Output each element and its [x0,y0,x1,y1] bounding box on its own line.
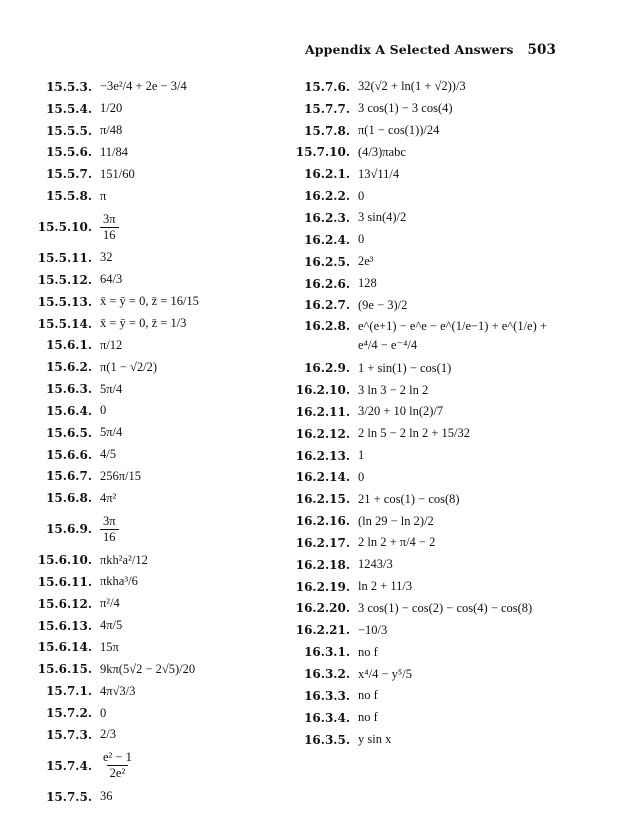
answer-row [28,120,283,142]
problem-number: 16.2.6. [304,276,350,291]
answer-text: −10/3 [358,622,388,637]
answer-text: 256π/15 [100,468,142,483]
problem-number: 16.2.19. [295,579,350,594]
answer-text: no f [358,644,378,659]
answer-row [288,576,588,598]
answer-row [288,185,588,207]
answer-row [288,729,588,751]
answer-text: e^(e+1) − e^e − e^(1/e−1) + e^(1/e) + e⁴/4 − e⁻⁴/4 [358,319,547,353]
problem-number: 15.6.6. [46,447,92,462]
answer-text: 1 [358,448,365,463]
answer-row [28,466,283,488]
answer-row [288,142,588,164]
answer-row [28,615,283,637]
answer-row [28,185,283,207]
answer-text: (4/3)πabc [358,144,406,159]
answer-row [288,423,588,445]
answer-text: 3 cos(1) − cos(2) − cos(4) − cos(8) [358,600,533,615]
answer-text: x̄ = ȳ = 0, z̄ = 1/3 [100,316,187,331]
answers-column-left [28,76,283,808]
problem-number: 15.5.4. [46,101,92,116]
answer-row [288,357,588,379]
header-title: Appendix A Selected Answers [304,42,514,57]
answer-row [288,98,588,120]
fraction-denominator: 16 [100,227,119,242]
answer-row [28,746,283,786]
answer-fraction [100,213,119,242]
problem-number: 15.7.4. [46,758,92,773]
answer-row [28,98,283,120]
answer-text: 2e³ [358,254,374,269]
answer-row [28,593,283,615]
problem-number: 16.2.17. [295,535,350,550]
answer-text: (9e − 3)/2 [358,297,408,312]
problem-number: 15.7.1. [46,684,92,699]
answer-text: π(1 − cos(1))/24 [358,123,440,138]
answer-row [288,379,588,401]
answer-text: 1243/3 [358,557,393,572]
answer-text: π/48 [100,123,123,138]
problem-number: 16.2.13. [295,448,350,463]
problem-number: 16.2.2. [304,189,350,204]
answer-text: 13√11/4 [358,166,400,181]
problem-number: 16.3.1. [304,645,350,660]
problem-number: 15.7.2. [46,706,92,721]
answer-row [28,142,283,164]
answer-row [28,207,283,247]
answer-row [28,400,283,422]
problem-number: 15.5.7. [46,167,92,182]
problem-number: 15.6.8. [46,491,92,506]
answer-row [288,207,588,229]
problem-number: 16.2.18. [295,557,350,572]
problem-number: 15.7.5. [46,789,92,804]
answer-text: 1 + sin(1) − cos(1) [358,360,452,375]
answer-row [288,294,588,316]
problem-number: 15.5.6. [46,145,92,160]
answer-text: ln 2 + 11/3 [358,579,413,594]
answer-text: 1/20 [100,101,123,116]
answer-text: 64/3 [100,272,123,287]
problem-number: 15.5.14. [37,316,92,331]
problem-number: 16.2.10. [295,383,350,398]
answer-text: 0 [358,188,365,203]
answer-fraction [100,515,119,544]
problem-number: 15.5.12. [37,272,92,287]
answer-row [28,313,283,335]
answer-row [28,356,283,378]
answer-text: 0 [100,705,107,720]
problem-number: 15.6.12. [37,596,92,611]
answer-text: π(1 − √2/2) [100,359,158,374]
answer-text: πkha³/6 [100,574,138,589]
answer-text: 32 [100,250,113,265]
answer-text: 11/84 [100,144,129,159]
answer-row [28,702,283,724]
answer-row [28,163,283,185]
answer-row [288,641,588,663]
answer-row [288,663,588,685]
answer-row [28,724,283,746]
answer-row [288,598,588,620]
answer-text: 32(√2 + ln(1 + √2))/3 [358,79,466,94]
answer-row [28,509,283,549]
answer-row [288,467,588,489]
answer-row [28,334,283,356]
answer-row [288,76,588,98]
answer-row [28,247,283,269]
problem-number: 15.5.8. [46,189,92,204]
problem-number: 16.2.8. [304,319,350,334]
problem-number: 15.6.5. [46,425,92,440]
answer-text: 128 [358,276,377,291]
problem-number: 15.6.2. [46,360,92,375]
answer-text: 3/20 + 10 ln(2)/7 [358,404,444,419]
problem-number: 15.6.10. [37,553,92,568]
problem-number: 16.3.5. [304,732,350,747]
answer-text: 36 [100,789,113,804]
answer-text: (ln 29 − ln 2)/2 [358,513,434,528]
problem-number: 16.3.4. [304,710,350,725]
fraction-numerator: 3π [103,211,116,226]
problem-number: 15.7.7. [304,101,350,116]
problem-number: 16.2.12. [295,426,350,441]
answer-row [28,422,283,444]
problem-number: 15.5.10. [37,220,92,235]
answer-text: no f [358,688,378,703]
answer-row [288,532,588,554]
answer-text: π/12 [100,337,123,352]
problem-number: 16.2.16. [295,514,350,529]
answer-row [288,120,588,142]
problem-number: 16.2.4. [304,232,350,247]
problem-number: 16.2.14. [295,470,350,485]
answer-text: π [100,188,107,203]
problem-number: 16.2.11. [295,404,350,419]
answer-row [288,316,588,357]
answer-row [288,163,588,185]
answer-row [288,251,588,273]
answer-row [28,549,283,571]
answer-row [28,571,283,593]
problem-number: 15.6.13. [37,618,92,633]
problem-number: 15.6.1. [46,338,92,353]
fraction-denominator: 16 [100,529,119,544]
answer-text: 4π² [100,490,117,505]
answer-row [288,401,588,423]
answer-text: 3 sin(4)/2 [358,210,407,225]
problem-number: 15.7.8. [304,123,350,138]
problem-number: 15.6.3. [46,382,92,397]
answer-text: 4π/5 [100,618,123,633]
fraction-numerator: 3π [103,513,116,528]
answer-row [288,510,588,532]
answer-fraction [100,751,135,780]
answer-row [28,291,283,313]
answer-text: 9kπ(5√2 − 2√5)/20 [100,661,196,676]
fraction-denominator: 2e² [107,765,129,780]
answer-text: −3e²/4 + 2e − 3/4 [100,79,187,94]
answer-text: 21 + cos(1) − cos(8) [358,491,460,506]
answer-text: πkh²a²/12 [100,552,148,567]
answer-text: x⁴/4 − y⁵/5 [358,666,412,681]
answer-row [28,269,283,291]
answer-row [28,487,283,509]
answer-row [288,554,588,576]
problem-number: 15.6.11. [37,574,92,589]
problem-number: 15.6.4. [46,403,92,418]
problem-number: 16.2.5. [304,254,350,269]
page-number: 503 [527,42,556,58]
answer-row [288,619,588,641]
answers-column-right [288,76,588,750]
problem-number: 15.5.3. [46,79,92,94]
answer-text: 2/3 [100,727,116,742]
answer-row [28,444,283,466]
answer-text: 0 [358,232,365,247]
answer-text: 3 ln 3 − 2 ln 2 [358,382,429,397]
problem-number: 16.2.3. [304,210,350,225]
problem-number: 15.7.6. [304,79,350,94]
answer-row [288,488,588,510]
problem-number: 15.6.14. [37,640,92,655]
problem-number: 16.2.15. [295,492,350,507]
answer-row [288,707,588,729]
problem-number: 15.6.15. [37,662,92,677]
answer-text: 3 cos(1) − 3 cos(4) [358,101,453,116]
answer-row [288,685,588,707]
answer-text: no f [358,710,378,725]
running-header [305,42,556,58]
answer-row [28,786,283,808]
answer-row [28,637,283,659]
answer-text: y sin x [358,732,392,747]
answer-row [28,680,283,702]
answer-text: 5π/4 [100,425,123,440]
answer-text: 0 [358,469,365,484]
problem-number: 15.6.9. [46,522,92,537]
problem-number: 16.2.7. [304,298,350,313]
problem-number: 16.2.9. [304,361,350,376]
answer-row [28,658,283,680]
answer-text: 15π [100,639,119,654]
answer-text: 2 ln 2 + π/4 − 2 [358,535,436,550]
answer-text: 151/60 [100,166,135,181]
problem-number: 15.5.13. [37,294,92,309]
answer-text: 5π/4 [100,381,123,396]
problem-number: 15.7.3. [46,727,92,742]
answer-text: 2 ln 5 − 2 ln 2 + 15/32 [358,426,471,441]
problem-number: 15.7.10. [295,145,350,160]
problem-number: 16.3.2. [304,667,350,682]
problem-number: 16.2.20. [295,601,350,616]
problem-number: 16.2.21. [295,623,350,638]
answer-row [28,378,283,400]
problem-number: 16.3.3. [304,688,350,703]
answer-row [28,76,283,98]
problem-number: 15.5.11. [37,250,92,265]
answer-text: 0 [100,403,107,418]
answer-row [288,273,588,295]
fraction-numerator: e² − 1 [103,750,132,765]
problem-number: 16.2.1. [304,167,350,182]
answer-text: 4/5 [100,447,116,462]
problem-number: 15.6.7. [46,469,92,484]
answer-row [288,229,588,251]
problem-number: 15.5.5. [46,123,92,138]
answer-text: x̄ = ȳ = 0, z̄ = 16/15 [100,294,199,309]
answer-text: 4π√3/3 [100,683,136,698]
answer-row [288,445,588,467]
answer-text: π²/4 [100,596,120,611]
